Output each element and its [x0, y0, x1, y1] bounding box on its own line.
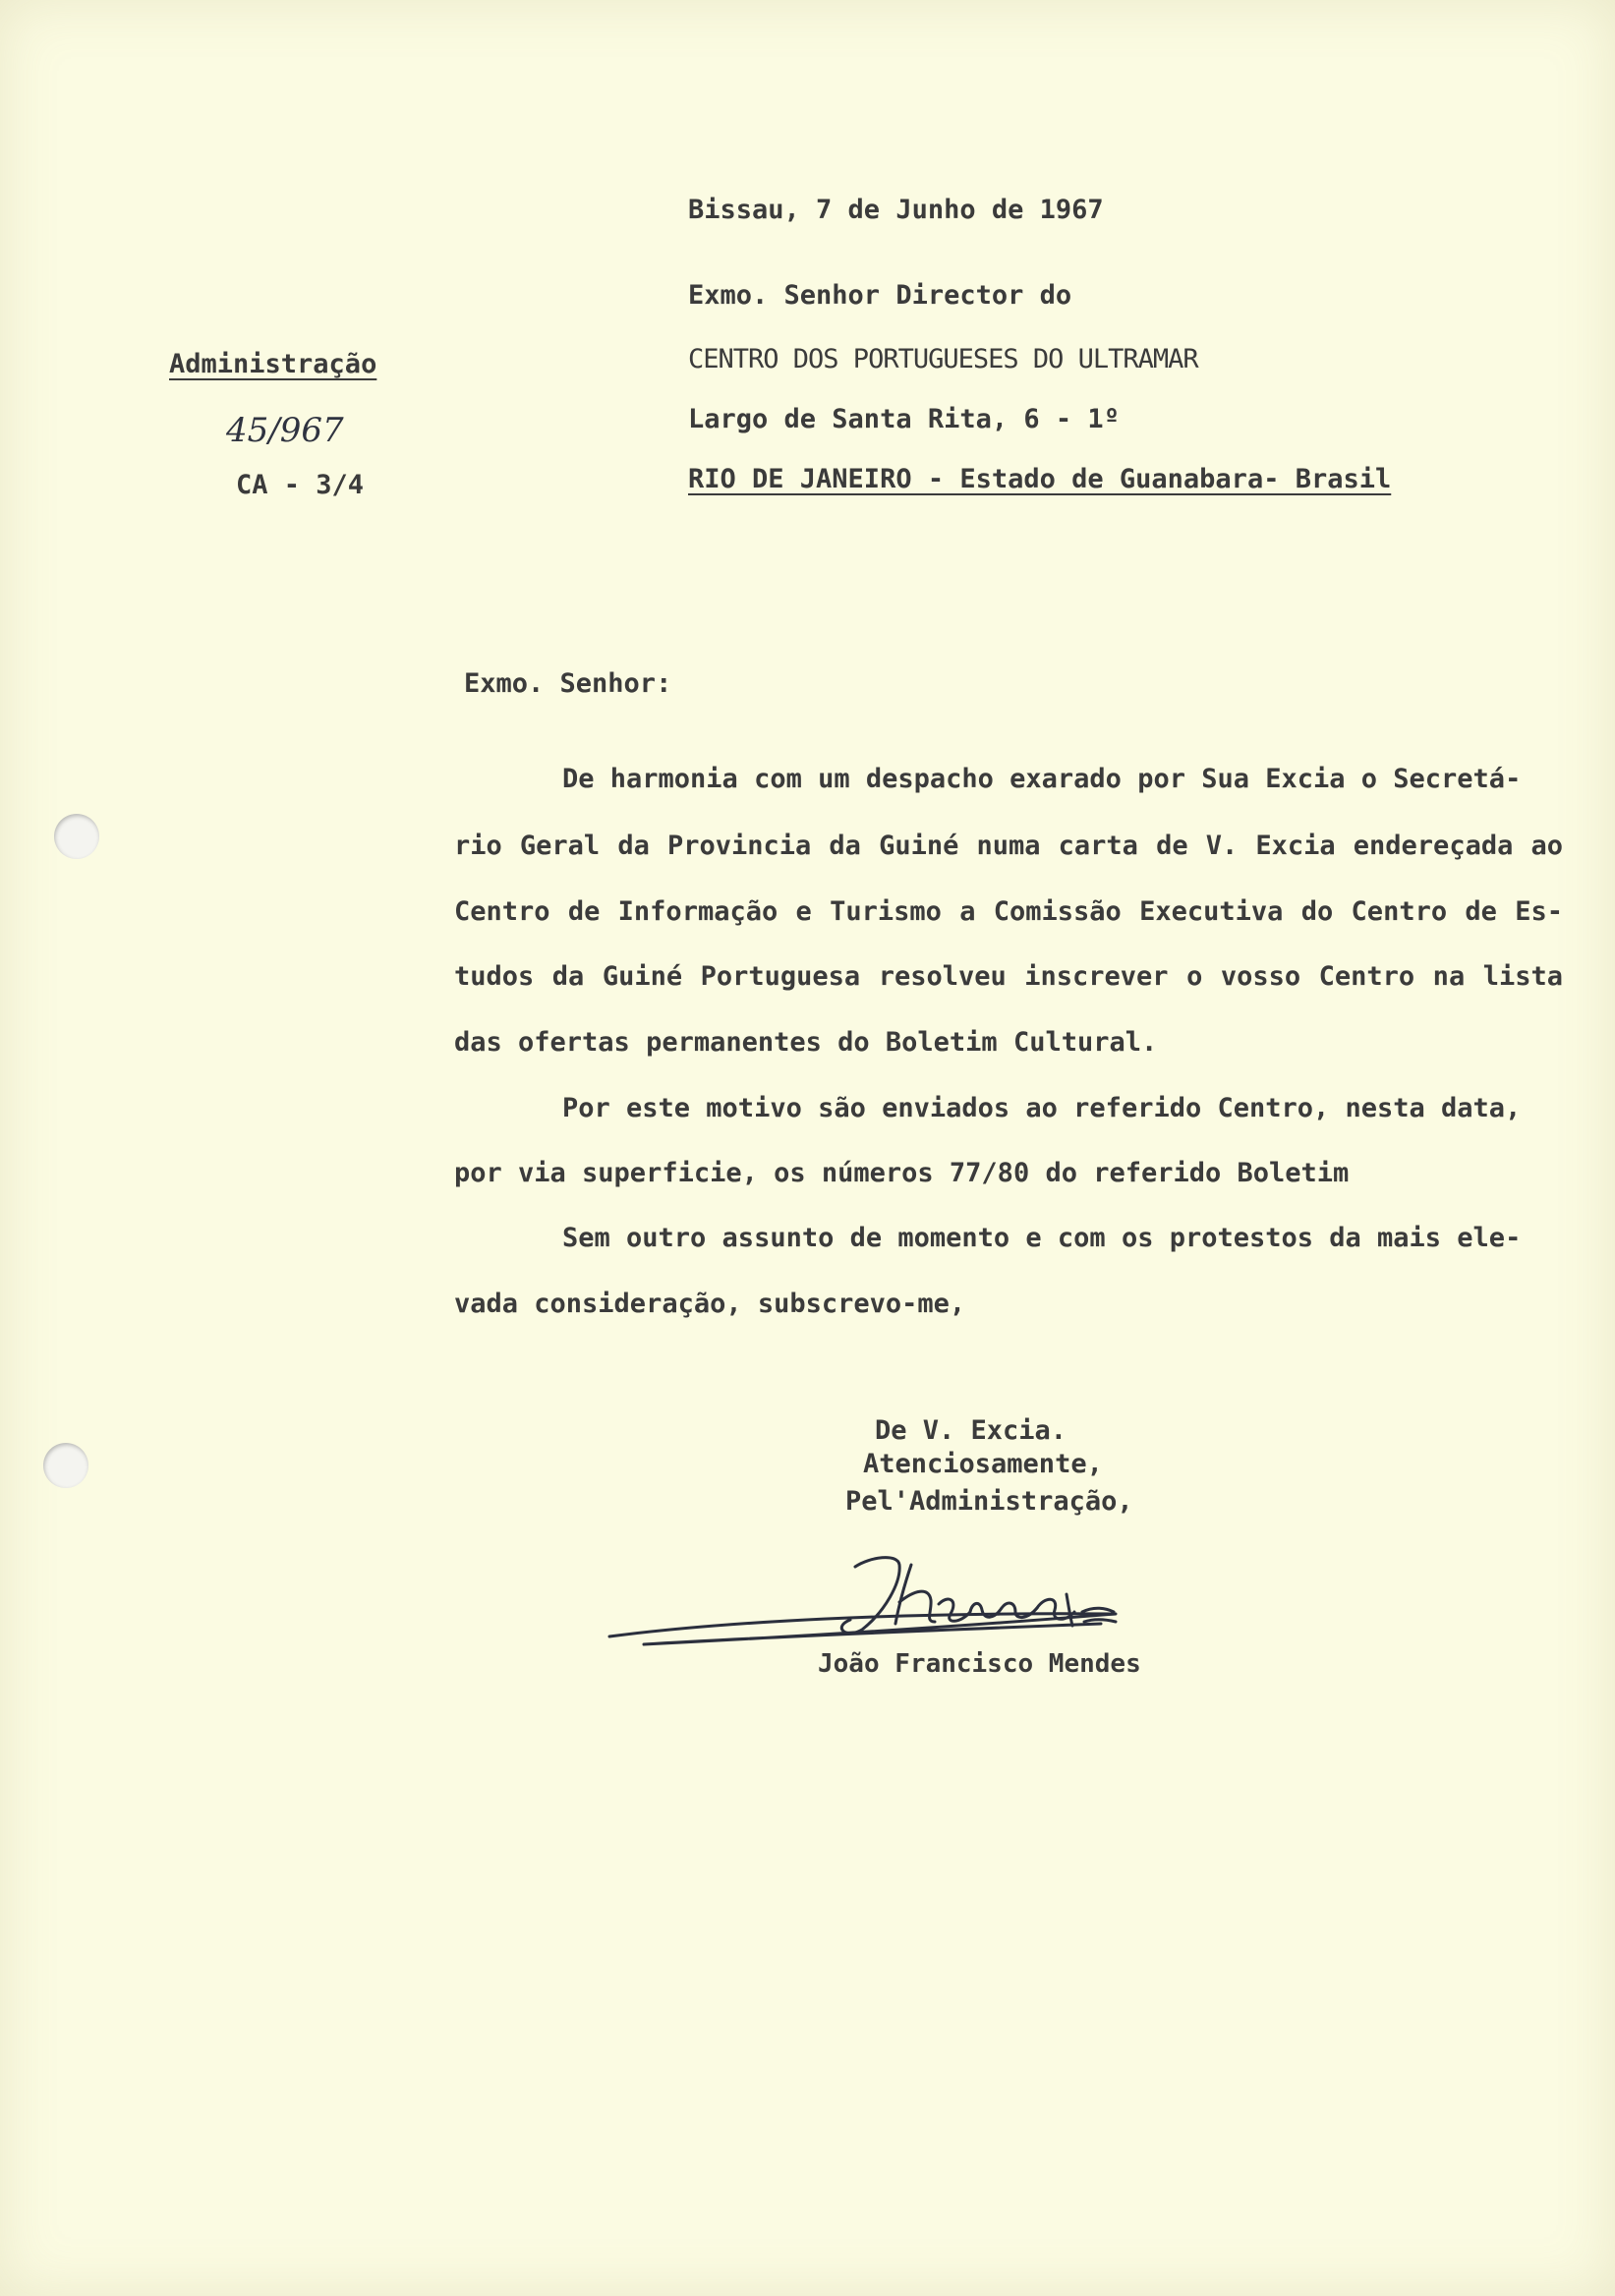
body-line: por via superficie, os números 77/80 do referido Boletim — [454, 1158, 1350, 1188]
closing-line: Pel'Administração, — [845, 1486, 1133, 1517]
reference-department: Administração — [169, 349, 377, 379]
punch-hole-bottom — [43, 1443, 88, 1488]
body-line: Centro de Informação e Turismo a Comissão Executiva do Centro de Es- — [454, 896, 1563, 927]
body-line: das ofertas permanentes do Boletim Cultural. — [454, 1027, 1158, 1058]
signatory-name: João Francisco Mendes — [818, 1649, 1141, 1679]
closing-line: De V. Excia. — [875, 1415, 1067, 1446]
body-line: Por este motivo são enviados ao referido Centro, nesta data, — [562, 1093, 1522, 1123]
place-date: Bissau, 7 de Junho de 1967 — [688, 195, 1104, 225]
signature — [605, 1543, 1155, 1661]
recipient-line: CENTRO DOS PORTUGUESES DO ULTRAMAR — [688, 344, 1198, 374]
recipient-line: Exmo. Senhor Director do — [688, 280, 1072, 311]
reference-code: CA - 3/4 — [236, 470, 365, 500]
closing-line: Atenciosamente, — [863, 1449, 1103, 1479]
recipient-line: Largo de Santa Rita, 6 - 1º — [688, 404, 1120, 434]
body-line: De harmonia com um despacho exarado por Sua Excia o Secretá- — [562, 764, 1522, 794]
body-line: Sem outro assunto de momento e com os protestos da mais ele- — [562, 1223, 1522, 1253]
reference-number: 45/967 — [226, 411, 344, 450]
salutation: Exmo. Senhor: — [464, 668, 672, 699]
recipient-line: RIO DE JANEIRO - Estado de Guanabara- Brasil — [688, 464, 1392, 494]
body-line: rio Geral da Provincia da Guiné numa carta de V. Excia endereçada ao — [454, 831, 1563, 861]
body-line: tudos da Guiné Portuguesa resolveu inscrever o vosso Centro na lista — [454, 961, 1563, 992]
punch-hole-top — [54, 814, 99, 859]
body-line: vada consideração, subscrevo-me, — [454, 1289, 966, 1319]
